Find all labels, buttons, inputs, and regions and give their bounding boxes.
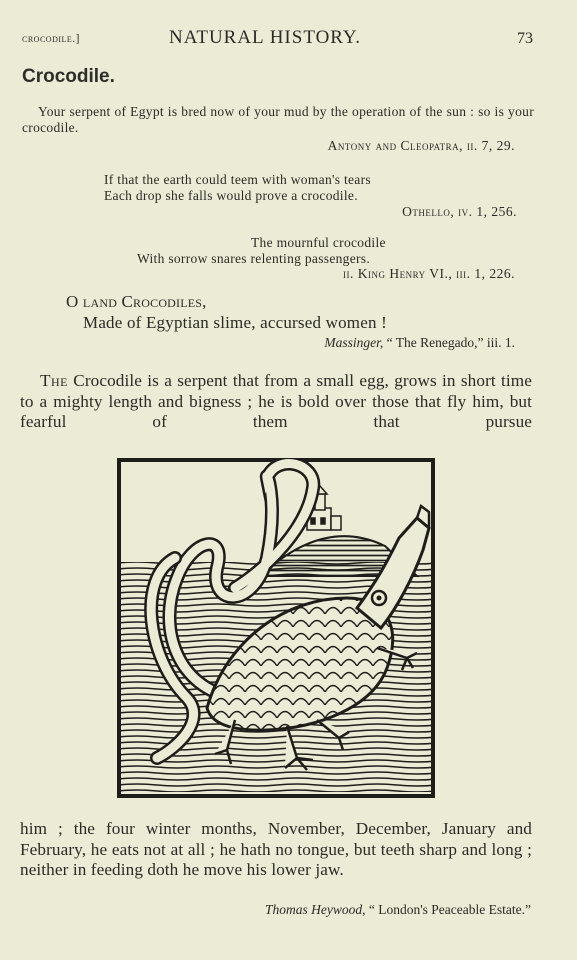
- body-paragraph-start: [20, 371, 532, 433]
- quote-4-work: “ The Renegado,” iii. 1.: [386, 335, 515, 350]
- quote-antony-cleopatra: Your serpent of Egypt is bred now of your mud by the operation of the sun : so is your crocodile.: [22, 104, 534, 135]
- final-cite-work: “ London's Peaceable Estate.”: [368, 902, 531, 917]
- body-paragraph-end: him ; the four winter months, November, December, January and February, he eats not at all ; he hath no tongue, but teeth sharp and long ; neither in feeding doth he move his lower jaw.: [20, 819, 532, 879]
- body-dropcap: The: [40, 371, 68, 390]
- quote-3-cite-text: ii. King Henry VI., iii. 1, 226.: [343, 266, 515, 281]
- quote-henry-line-1: The mournful crocodile: [251, 235, 386, 250]
- running-head-section: crocodile.]: [22, 33, 80, 45]
- quote-henry-line-2: With sorrow snares relenting passengers.: [137, 251, 371, 266]
- body-text-before: Crocodile is a serpent that from a small egg, grows in short time to a mighty length and bigness ; he is bold over those that fly him, but fearful of them that pursue: [20, 371, 532, 431]
- quote-massinger-line-2: Made of Egyptian slime, accursed women !: [83, 313, 387, 332]
- final-cite-author: Thomas Heywood,: [265, 902, 366, 917]
- quote-2-cite-text: Othello, iv. 1, 256.: [402, 204, 517, 219]
- quote-4-citation: [324, 335, 515, 351]
- quote-2-citation: [402, 204, 517, 220]
- running-head: [22, 27, 533, 53]
- page-number: 73: [517, 30, 533, 47]
- woodcut-svg: [117, 458, 435, 798]
- running-head-title: NATURAL HISTORY.: [169, 27, 361, 48]
- quote-1-cite-text: Antony and Cleopatra, ii. 7, 29.: [327, 138, 515, 153]
- quote-1-citation: [328, 138, 515, 154]
- final-citation: [265, 902, 531, 918]
- crocodile-woodcut-illustration: [117, 458, 435, 798]
- quote-massinger-line-1: O land Crocodiles,: [66, 292, 207, 311]
- quote-othello-line-2: Each drop she falls would prove a crocodile.: [104, 188, 358, 203]
- section-title: Crocodile.: [22, 66, 115, 87]
- quote-othello-line-1: If that the earth could teem with woman's tears: [104, 172, 371, 187]
- quote-4-author: Massinger,: [324, 335, 384, 350]
- quote-3-citation: [343, 266, 515, 282]
